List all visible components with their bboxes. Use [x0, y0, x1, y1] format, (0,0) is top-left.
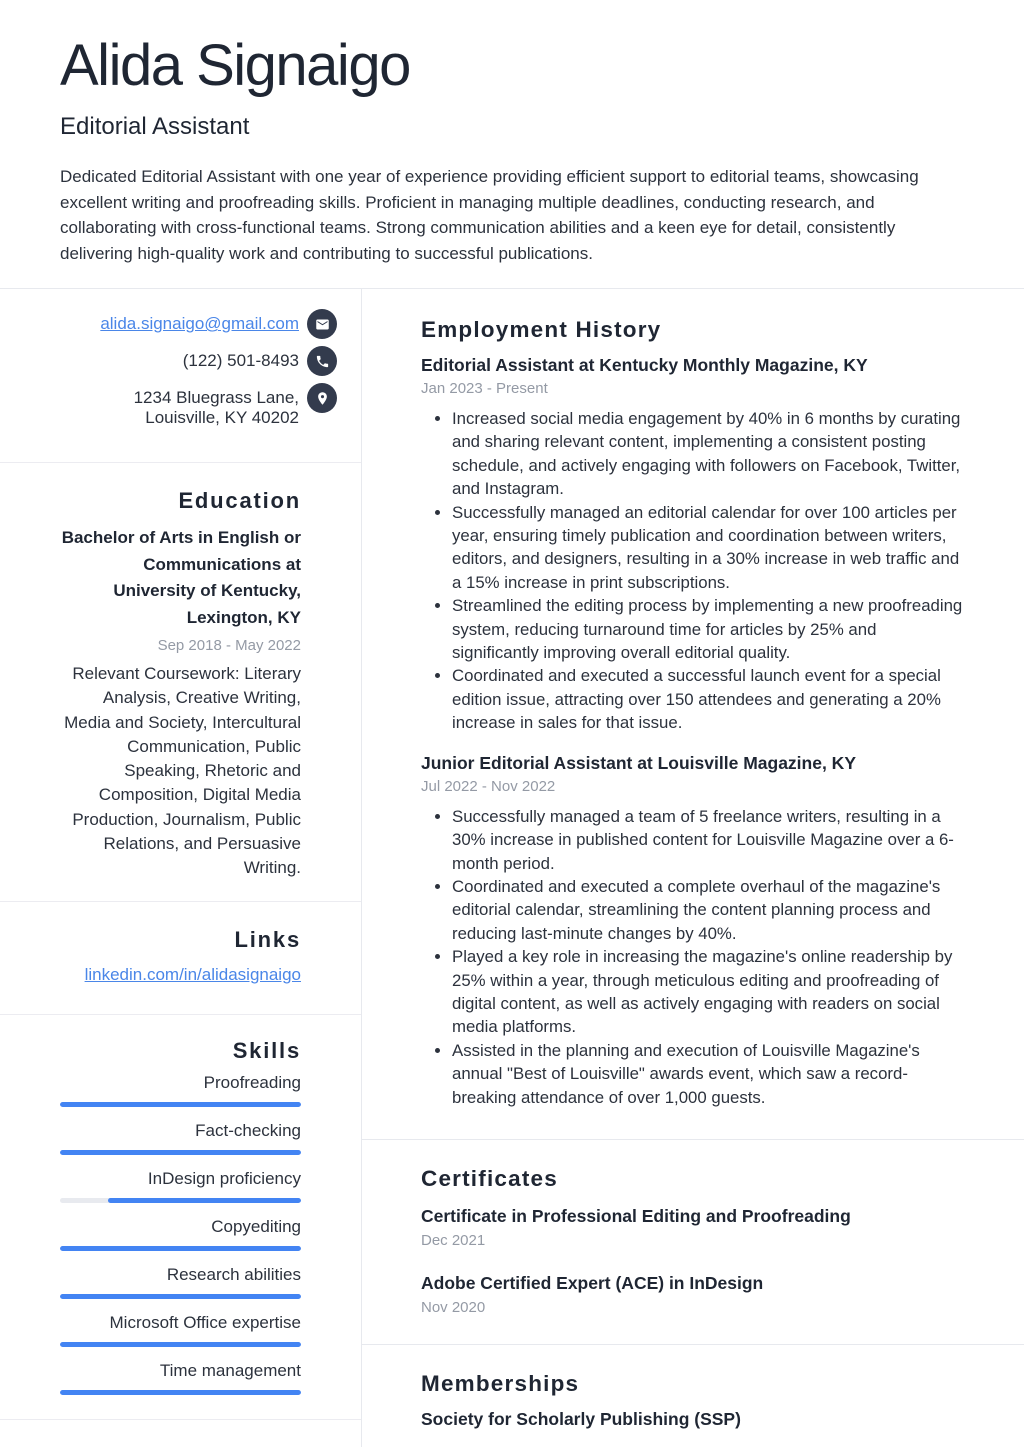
- skill-progress-bar: [60, 1102, 301, 1107]
- location-pin-icon: [307, 383, 337, 413]
- skill-progress-bar: [60, 1294, 301, 1299]
- skill-label: Proofreading: [203, 1072, 301, 1092]
- skill-item: [60, 1313, 301, 1347]
- job-entry: [421, 353, 966, 735]
- content-columns: [0, 289, 1024, 1447]
- job-dates: Jul 2022 - Nov 2022: [421, 777, 556, 795]
- education-heading: Education: [178, 488, 301, 513]
- job-title: Junior Editorial Assistant at Louisville Magazine, KY: [421, 752, 856, 773]
- phone-number: (122) 501-8493: [182, 351, 299, 370]
- job-bullet: • Successfully managed a team of 5 freelance writers, resulting in a 30% increase in published content for Louisville Magazine over a 6-month period.: [452, 805, 966, 875]
- person-name: Alida Signaigo: [60, 33, 410, 98]
- memberships-section: [421, 1345, 966, 1431]
- skill-item: [60, 1121, 301, 1155]
- skill-label: InDesign proficiency: [147, 1168, 301, 1188]
- links-heading: Links: [234, 926, 301, 952]
- skill-item: [60, 1217, 301, 1251]
- certificate-title: Adobe Certified Expert (ACE) in InDesign: [421, 1272, 764, 1293]
- education-degree: Bachelor of Arts in English or Communications at University of Kentucky, Lexington, KY: [61, 528, 301, 627]
- skill-progress-bar: [60, 1198, 301, 1203]
- job-bullet: • Coordinated and executed a complete overhaul of the magazine's editorial calendar, streamlining the content planning process and reducing last-minute changes by 40%.: [452, 875, 966, 945]
- memberships-heading: Memberships: [421, 1370, 580, 1396]
- postal-address: 1234 Bluegrass Lane, Louisville, KY 40202: [133, 388, 299, 427]
- certificate-entry: [421, 1204, 966, 1251]
- certificate-entry: [421, 1271, 966, 1318]
- certificate-date: Dec 2021: [421, 1231, 486, 1249]
- skill-label: Research abilities: [166, 1264, 301, 1284]
- skill-progress-fill: [60, 1246, 301, 1251]
- job-bullet-list: [421, 407, 966, 735]
- person-job-title: Editorial Assistant: [60, 113, 250, 140]
- certificate-date: Nov 2020: [421, 1298, 486, 1316]
- skill-progress-fill: [60, 1102, 301, 1107]
- skill-progress-fill: [60, 1342, 301, 1347]
- employment-history-heading: Employment History: [421, 317, 662, 342]
- email-link-wrap: [100, 309, 299, 334]
- certificates-heading: Certificates: [421, 1165, 558, 1191]
- skill-progress-bar: [60, 1342, 301, 1347]
- sidebar-divider: [0, 1419, 361, 1420]
- skill-progress-fill: [60, 1294, 301, 1299]
- skill-progress-bar: [60, 1390, 301, 1395]
- phone-icon: [307, 346, 337, 376]
- links-section: [0, 902, 361, 1014]
- membership-title: Society for Scholarly Publishing (SSP): [421, 1408, 741, 1429]
- skill-item: [60, 1169, 301, 1203]
- contact-email-row: [60, 309, 337, 339]
- header: [0, 0, 1024, 288]
- email-link[interactable]: alida.signaigo@gmail.com: [100, 314, 299, 333]
- main-column: [362, 289, 1024, 1447]
- skills-heading: Skills: [232, 1037, 301, 1063]
- sidebar: [0, 289, 362, 1447]
- contact-section: [0, 289, 361, 462]
- job-bullet: • Increased social media engagement by 40% in 6 months by curating and sharing relevant content, implementing a consistent posting schedule, and actively engaging with followers on Facebook, Twitter, and Instagram.: [452, 407, 966, 501]
- education-dates: Sep 2018 - May 2022: [157, 637, 301, 654]
- skill-label: Copyediting: [211, 1216, 301, 1236]
- job-bullet: • Successfully managed an editorial calendar for over 100 articles per year, ensuring timely publication and coordination between writers, editors, and designers, resulting in a 30% increase in web traffic and a 15% increase in print subscriptions.: [452, 501, 966, 595]
- skill-item: [60, 1265, 301, 1299]
- skill-progress-fill: [60, 1150, 301, 1155]
- job-bullet: • Streamlined the editing process by implementing a new proofreading system, reducing turnaround time for articles by 25% and significantly improving overall editorial quality.: [452, 594, 966, 664]
- skill-progress-fill: [108, 1198, 301, 1203]
- skill-progress-bar: [60, 1246, 301, 1251]
- skill-progress-bar: [60, 1150, 301, 1155]
- job-bullet: • Coordinated and executed a successful launch event for a special edition issue, attracting over 150 attendees and generating a 20% increase in sales for that issue.: [452, 664, 966, 734]
- job-bullet: • Played a key role in increasing the magazine's online readership by 25% within a year, through meticulous editing and proofreading of digital content, as well as actively engaging with readers on social media platforms.: [452, 945, 966, 1039]
- skill-label: Fact-checking: [195, 1120, 301, 1140]
- contact-address-row: [60, 383, 337, 428]
- job-entry: [421, 751, 966, 1109]
- contact-phone-row: [60, 346, 337, 376]
- skill-label: Time management: [159, 1360, 301, 1380]
- skill-progress-fill: [60, 1390, 301, 1395]
- skills-section: [0, 1015, 361, 1419]
- job-bullet: • Assisted in the planning and execution of Louisville Magazine's annual "Best of Louisville" awards event, which saw a record-breaking attendance of over 1,000 guests.: [452, 1039, 966, 1109]
- skill-item: [60, 1361, 301, 1395]
- education-section: [0, 463, 361, 901]
- linkedin-link[interactable]: linkedin.com/in/alidasignaigo: [84, 964, 301, 984]
- envelope-icon: [307, 309, 337, 339]
- job-dates: Jan 2023 - Present: [421, 380, 548, 397]
- employment-history-section: [421, 315, 966, 1139]
- job-title: Editorial Assistant at Kentucky Monthly Magazine, KY: [421, 355, 868, 375]
- skill-label: Microsoft Office expertise: [109, 1312, 301, 1332]
- profile-summary: Dedicated Editorial Assistant with one year of experience providing efficient support to editorial teams, showcasing excellent writing and proofreading skills. Proficient in managing multiple deadlines, conducting research, and collaborating with cross-functional teams. Strong communication abilities and a keen eye for detail, consistently delivering high-quality work and contributing to successful publications.: [60, 167, 919, 263]
- skill-item: [60, 1073, 301, 1107]
- job-bullet-list: [421, 805, 966, 1109]
- link-item: [60, 964, 301, 986]
- education-coursework: Relevant Coursework: Literary Analysis, Creative Writing, Media and Society, Intercultural Communication, Public Speaking, Rhetoric and Composition, Digital Media Production, Journalism, Public Relations, and Persuasive Writing.: [64, 664, 301, 878]
- certificate-title: Certificate in Professional Editing and Proofreading: [421, 1205, 851, 1226]
- skills-list: [60, 1073, 301, 1395]
- certificates-section: [421, 1140, 966, 1344]
